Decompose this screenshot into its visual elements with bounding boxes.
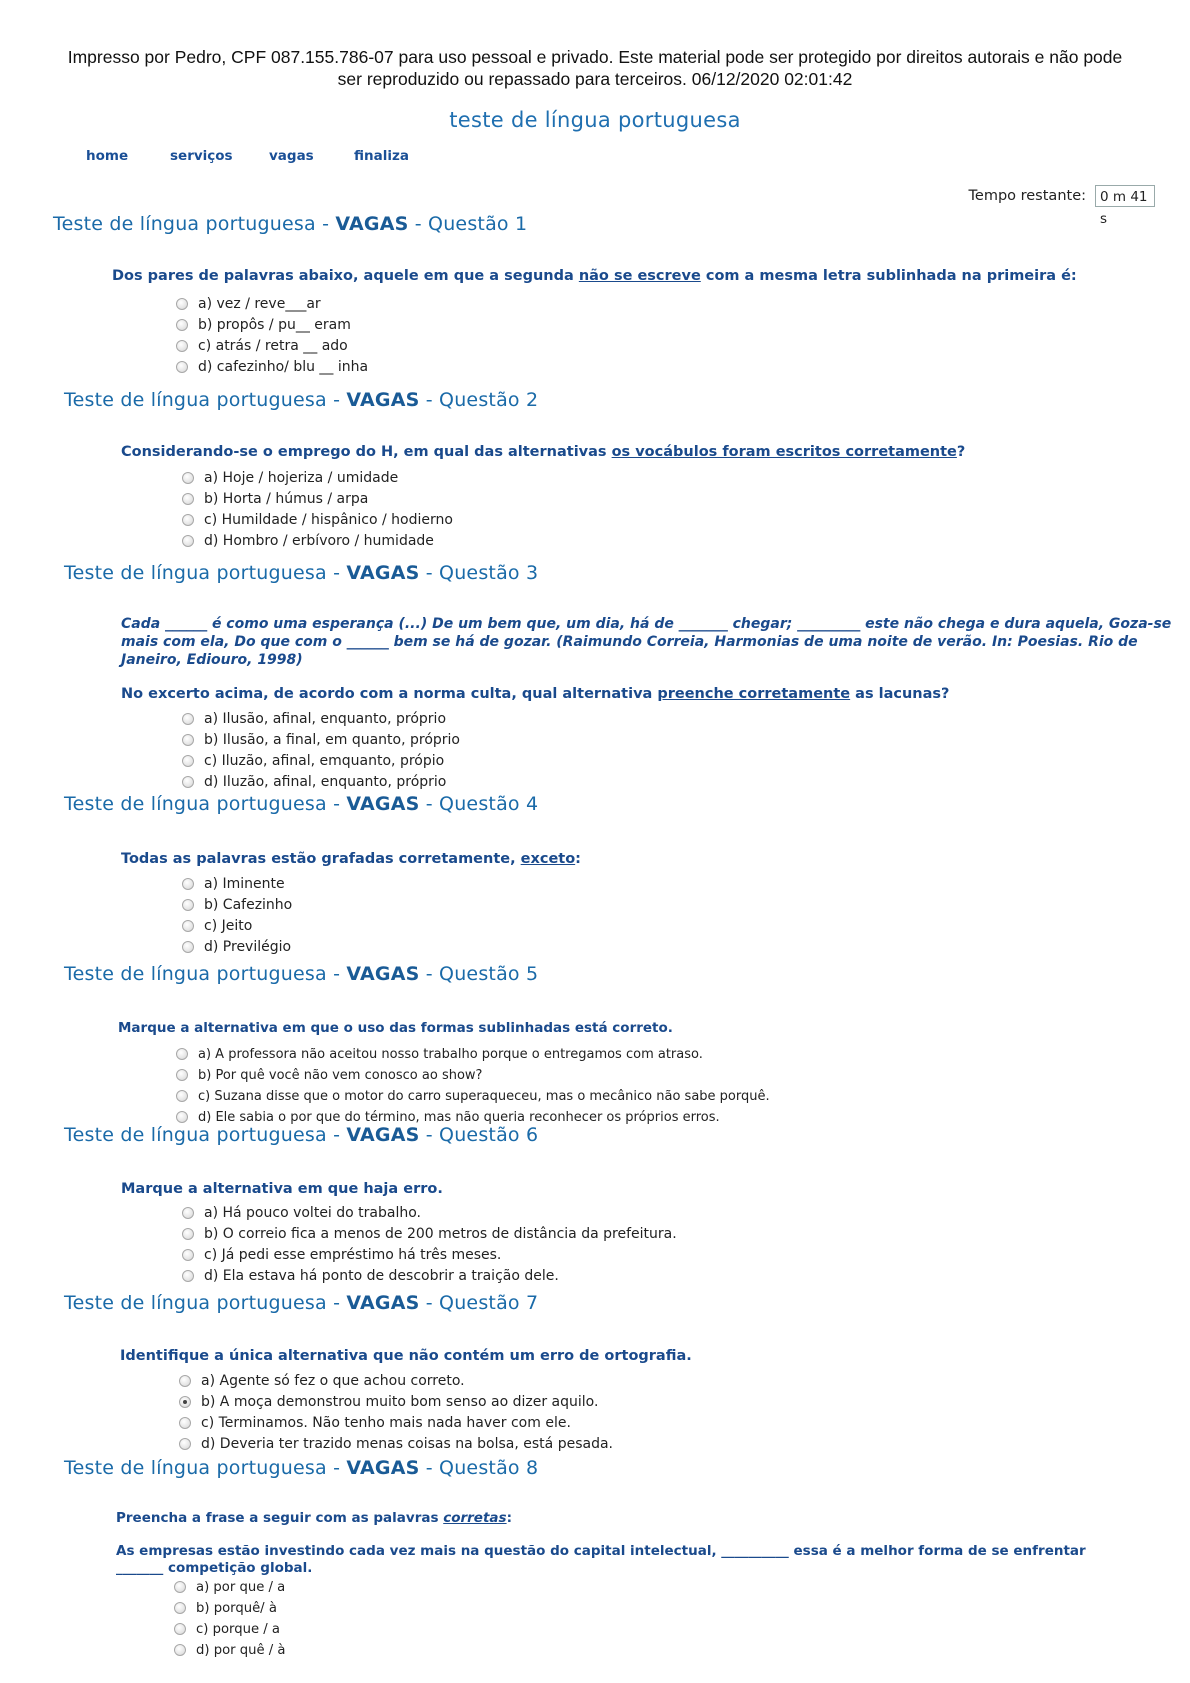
answer-option-label: a) Há pouco voltei do trabalho. — [204, 1205, 421, 1221]
answer-option[interactable] — [182, 468, 453, 489]
radio-button[interactable] — [174, 1623, 186, 1635]
question-5-options — [176, 1044, 770, 1128]
radio-button[interactable] — [182, 878, 194, 890]
title-vagas: VAGAS — [346, 1292, 420, 1314]
answer-option-label: c) Suzana disse que o motor do carro superaqueceu, mas o mecânico não sabe porquê. — [198, 1089, 770, 1104]
answer-option-label: a) Hoje / hojeriza / umidade — [204, 470, 399, 486]
answer-option-label: d) Previlégio — [204, 939, 292, 955]
timer-field: 0 m 41 s — [1095, 185, 1155, 207]
answer-option[interactable] — [176, 1086, 770, 1107]
answer-option[interactable] — [176, 315, 368, 336]
radio-button[interactable] — [179, 1396, 191, 1408]
answer-option-label: a) Ilusão, afinal, enquanto, próprio — [204, 711, 447, 727]
radio-button[interactable] — [182, 776, 194, 788]
radio-button[interactable] — [182, 535, 194, 547]
radio-button[interactable] — [182, 734, 194, 746]
question-6-text — [121, 1181, 443, 1197]
question-4-text — [121, 851, 581, 867]
question-7-text — [120, 1348, 692, 1364]
print-notice-line1: Impresso por Pedro, CPF 087.155.786-07 para uso pessoal e privado. Este material pode ser protegido por direitos autorais e não pode — [67, 47, 1123, 67]
title-suffix: - Questão 2 — [419, 389, 539, 411]
title-prefix: Teste de língua portuguesa - — [64, 1292, 347, 1314]
question-text-underlined: corretas — [443, 1510, 507, 1526]
title-prefix: Teste de língua portuguesa - — [64, 389, 347, 411]
answer-option-label: c) atrás / retra __ ado — [198, 338, 348, 354]
question-text-part: Todas as palavras estão grafadas corretamente, — [121, 851, 521, 867]
answer-option[interactable] — [182, 709, 460, 730]
answer-option-label: a) vez / reve___ar — [198, 296, 321, 312]
answer-option[interactable] — [174, 1577, 286, 1598]
timer-label: Tempo restante: — [968, 188, 1086, 204]
site-title: teste de língua portuguesa — [449, 108, 741, 132]
title-prefix: Teste de língua portuguesa - — [64, 963, 347, 985]
answer-option[interactable] — [179, 1413, 613, 1434]
radio-button[interactable] — [174, 1644, 186, 1656]
answer-option-label: b) O correio fica a menos de 200 metros de distância da prefeitura. — [204, 1226, 677, 1242]
answer-option-label: b) A moça demonstrou muito bom senso ao dizer aquilo. — [201, 1394, 599, 1410]
question-5-title — [64, 963, 538, 985]
answer-option[interactable] — [176, 1044, 770, 1065]
question-text-part: : — [506, 1510, 512, 1526]
answer-option[interactable] — [182, 489, 453, 510]
radio-button[interactable] — [176, 1090, 188, 1102]
answer-option[interactable] — [182, 895, 292, 916]
answer-option-label: d) Iluzão, afinal, enquanto, próprio — [204, 774, 447, 790]
title-prefix: Teste de língua portuguesa - — [64, 793, 347, 815]
sentence-line: _______ competição global. — [116, 1560, 313, 1576]
title-suffix: - Questão 6 — [419, 1124, 539, 1146]
answer-option[interactable] — [182, 1203, 677, 1224]
answer-option-label: c) Já pedi esse empréstimo há três meses. — [204, 1247, 502, 1263]
radio-button[interactable] — [176, 298, 188, 310]
question-2-title — [64, 389, 538, 411]
question-5-text — [118, 1020, 673, 1036]
nav-home-link[interactable]: home — [86, 148, 129, 164]
question-6-title — [64, 1124, 538, 1146]
question-1-title — [53, 213, 527, 235]
question-text-part: No excerto acima, de acordo com a norma culta, qual alternativa — [121, 686, 658, 702]
question-text-part: : — [575, 851, 581, 867]
question-6-options — [182, 1203, 677, 1287]
title-vagas: VAGAS — [346, 389, 420, 411]
question-1-options — [176, 294, 368, 378]
question-8-sentence — [116, 1543, 1086, 1577]
radio-button[interactable] — [174, 1581, 186, 1593]
radio-button[interactable] — [182, 514, 194, 526]
answer-option[interactable] — [182, 916, 292, 937]
question-text-part: ? — [956, 444, 966, 460]
question-7-options — [179, 1371, 613, 1455]
answer-option[interactable] — [179, 1371, 613, 1392]
answer-option[interactable] — [174, 1640, 286, 1661]
answer-option-label: c) Iluzão, afinal, emquanto, própio — [204, 753, 445, 769]
radio-button[interactable] — [182, 755, 194, 767]
question-7-title — [64, 1292, 538, 1314]
question-8-options — [174, 1577, 286, 1661]
question-text-underlined: exceto — [520, 851, 576, 867]
answer-option[interactable] — [176, 294, 368, 315]
answer-option[interactable] — [182, 751, 460, 772]
answer-option[interactable] — [182, 730, 460, 751]
answer-option-label: a) Iminente — [204, 876, 285, 892]
answer-option-label: b) Ilusão, a final, em quanto, próprio — [204, 732, 460, 748]
answer-option-label: c) Terminamos. Não tenho mais nada haver com ele. — [201, 1415, 571, 1431]
radio-button[interactable] — [176, 361, 188, 373]
title-suffix: - Questão 4 — [419, 793, 539, 815]
answer-option[interactable] — [182, 510, 453, 531]
radio-button[interactable] — [176, 1048, 188, 1060]
question-3-quote: Cada ______ é como uma esperança (...) De um bem que, um dia, há de _______ chegar; _________ este não chega e dura aquela, Goza-se mais com ela, Do que com o ______ bem se há de gozar. (Raimundo Correia, Harmonias de uma noite de verão. In: Poesias. Rio de Janeiro, Ediouro, 1998) — [121, 616, 1172, 668]
answer-option[interactable] — [179, 1392, 613, 1413]
radio-button[interactable] — [174, 1602, 186, 1614]
question-text-part: Dos pares de palavras abaixo, aquele em que a segunda — [112, 268, 579, 284]
question-text-part: com a mesma letra sublinhada na primeira é: — [700, 268, 1077, 284]
answer-option-label: c) Jeito — [204, 918, 253, 934]
question-text-part: Marque a alternativa em que haja erro. — [121, 1181, 443, 1197]
answer-option[interactable] — [182, 1245, 677, 1266]
radio-button[interactable] — [179, 1375, 191, 1387]
answer-option[interactable] — [174, 1598, 286, 1619]
question-8-title — [64, 1457, 538, 1479]
radio-button[interactable] — [179, 1438, 191, 1450]
radio-button[interactable] — [182, 1249, 194, 1261]
radio-button[interactable] — [176, 1111, 188, 1123]
print-notice — [40, 46, 1150, 90]
radio-button[interactable] — [182, 493, 194, 505]
sentence-line: As empresas estão investindo cada vez mais na questão do capital intelectual, __________ essa é a melhor forma de se enfrentar — [116, 1543, 1086, 1559]
title-vagas: VAGAS — [346, 562, 420, 584]
radio-button[interactable] — [182, 472, 194, 484]
title-suffix: - Questão 7 — [419, 1292, 539, 1314]
question-2-options — [182, 468, 453, 552]
answer-option[interactable] — [176, 357, 368, 378]
answer-option[interactable] — [174, 1619, 286, 1640]
answer-option-label: b) Cafezinho — [204, 897, 293, 913]
answer-option-label: d) por quê / à — [196, 1643, 286, 1658]
question-text-underlined: os vocábulos foram escritos corretamente — [611, 444, 957, 460]
answer-option-label: d) Ela estava há ponto de descobrir a traição dele. — [204, 1268, 559, 1284]
answer-option[interactable] — [176, 1065, 770, 1086]
radio-button[interactable] — [182, 1207, 194, 1219]
question-8-text — [116, 1510, 512, 1526]
title-prefix: Teste de língua portuguesa - — [53, 213, 336, 235]
title-prefix: Teste de língua portuguesa - — [64, 562, 347, 584]
answer-option[interactable] — [182, 874, 292, 895]
title-suffix: - Questão 5 — [419, 963, 539, 985]
question-4-title — [64, 793, 538, 815]
answer-option-label: d) Ele sabia o por que do término, mas não queria reconhecer os próprios erros. — [198, 1110, 720, 1125]
answer-option[interactable] — [179, 1434, 613, 1455]
question-text-part: Identifique a única alternativa que não contém um erro de ortografia. — [120, 1348, 692, 1364]
answer-option-label: d) Deveria ter trazido menas coisas na bolsa, está pesada. — [201, 1436, 613, 1452]
answer-option[interactable] — [182, 772, 460, 793]
question-2-text — [121, 444, 965, 460]
question-3-title — [64, 562, 538, 584]
radio-button[interactable] — [182, 713, 194, 725]
title-suffix: - Questão 8 — [419, 1457, 539, 1479]
answer-option-label: b) Horta / húmus / arpa — [204, 491, 369, 507]
answer-option-label: a) por que / a — [196, 1580, 286, 1595]
answer-option-label: c) Humildade / hispânico / hodierno — [204, 512, 453, 528]
title-suffix: - Questão 1 — [408, 213, 528, 235]
title-vagas: VAGAS — [335, 213, 409, 235]
radio-button[interactable] — [182, 920, 194, 932]
answer-option-label: a) Agente só fez o que achou correto. — [201, 1373, 465, 1389]
radio-button[interactable] — [176, 1069, 188, 1081]
question-text-part: as lacunas? — [850, 686, 950, 702]
answer-option-label: d) cafezinho/ blu __ inha — [198, 359, 369, 375]
nav-vagas-link[interactable]: vagas — [269, 148, 314, 164]
title-prefix: Teste de língua portuguesa - — [64, 1457, 347, 1479]
nav-finaliza-link[interactable]: finaliza — [354, 148, 409, 164]
question-text-part: Marque a alternativa em que o uso das formas sublinhadas está correto. — [118, 1020, 673, 1036]
answer-option[interactable] — [176, 336, 368, 357]
question-text-part: Considerando-se o emprego do H, em qual das alternativas — [121, 444, 612, 460]
title-vagas: VAGAS — [346, 1457, 420, 1479]
answer-option[interactable] — [182, 1224, 677, 1245]
radio-button[interactable] — [182, 1228, 194, 1240]
answer-option[interactable] — [182, 937, 292, 958]
question-1-text — [112, 268, 1077, 284]
question-3-text — [121, 686, 949, 702]
title-suffix: - Questão 3 — [419, 562, 539, 584]
question-3-options — [182, 709, 460, 793]
radio-button[interactable] — [176, 319, 188, 331]
answer-option[interactable] — [182, 531, 453, 552]
title-vagas: VAGAS — [346, 963, 420, 985]
radio-button[interactable] — [182, 941, 194, 953]
question-4-options — [182, 874, 292, 958]
nav-servicos-link[interactable]: serviços — [170, 148, 233, 164]
radio-button[interactable] — [179, 1417, 191, 1429]
answer-option[interactable] — [182, 1266, 677, 1287]
question-text-underlined: não se escreve — [578, 268, 701, 284]
radio-button[interactable] — [176, 340, 188, 352]
question-text-part: Preencha a frase a seguir com as palavras — [116, 1510, 444, 1526]
answer-option-label: b) propôs / pu__ eram — [198, 317, 351, 333]
answer-option-label: d) Hombro / erbívoro / humidade — [204, 533, 434, 549]
title-vagas: VAGAS — [346, 1124, 420, 1146]
title-prefix: Teste de língua portuguesa - — [64, 1124, 347, 1146]
title-vagas: VAGAS — [346, 793, 420, 815]
answer-option-label: b) porquê/ à — [196, 1601, 277, 1616]
question-text-underlined: preenche corretamente — [657, 686, 851, 702]
radio-button[interactable] — [182, 1270, 194, 1282]
print-notice-line2: ser reproduzido ou repassado para terceiros. 06/12/2020 02:01:42 — [337, 69, 853, 89]
answer-option-label: b) Por quê você não vem conosco ao show? — [198, 1068, 483, 1083]
radio-button[interactable] — [182, 899, 194, 911]
answer-option-label: c) porque / a — [196, 1622, 280, 1637]
answer-option-label: a) A professora não aceitou nosso trabalho porque o entregamos com atraso. — [198, 1047, 703, 1062]
